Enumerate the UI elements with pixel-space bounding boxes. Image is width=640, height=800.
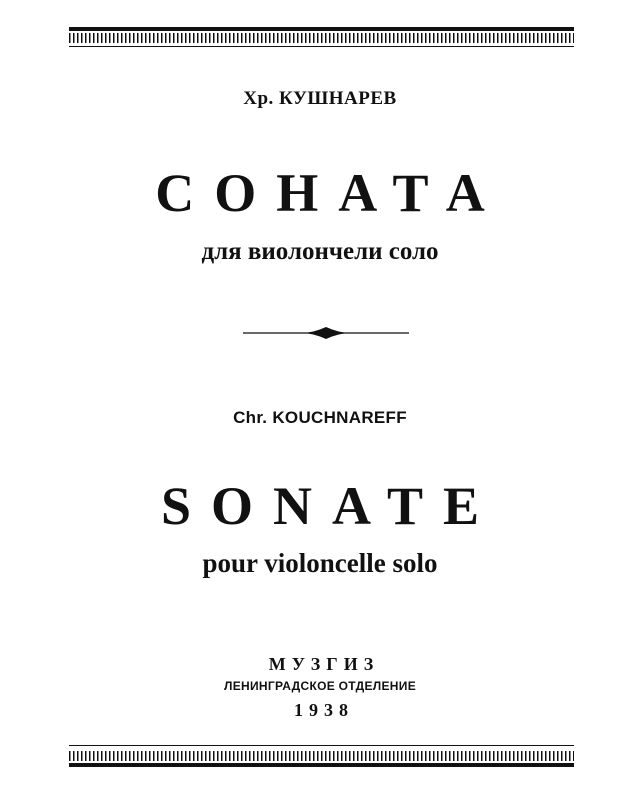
bottom-ornamental-border: [69, 745, 574, 767]
publisher-department: ЛЕНИНГРАДСКОЕ ОТДЕЛЕНИЕ: [224, 679, 416, 693]
top-border-hatch: [69, 33, 574, 43]
bottom-border-thick-rule: [69, 763, 574, 767]
publisher-name: МУЗГИЗ: [268, 654, 380, 674]
bottom-border-thin-rule: [69, 745, 574, 746]
top-ornamental-border: [69, 27, 574, 49]
publication-year: 1938: [294, 700, 354, 720]
top-border-thin-rule: [69, 46, 574, 47]
subtitle-russian: для виолончели соло: [201, 238, 439, 265]
author-name-russian: Хр. КУШНАРЕВ: [243, 88, 397, 109]
bottom-border-hatch: [69, 751, 574, 761]
top-border-thick-rule: [69, 27, 574, 31]
subtitle-french: pour violoncelle solo: [202, 548, 438, 578]
author-name-french: Chr. KOUCHNAREFF: [233, 408, 407, 427]
title-french: SONATE: [160, 476, 500, 536]
title-russian: СОНАТА: [155, 163, 505, 223]
diamond-ornament-icon: [243, 326, 409, 340]
